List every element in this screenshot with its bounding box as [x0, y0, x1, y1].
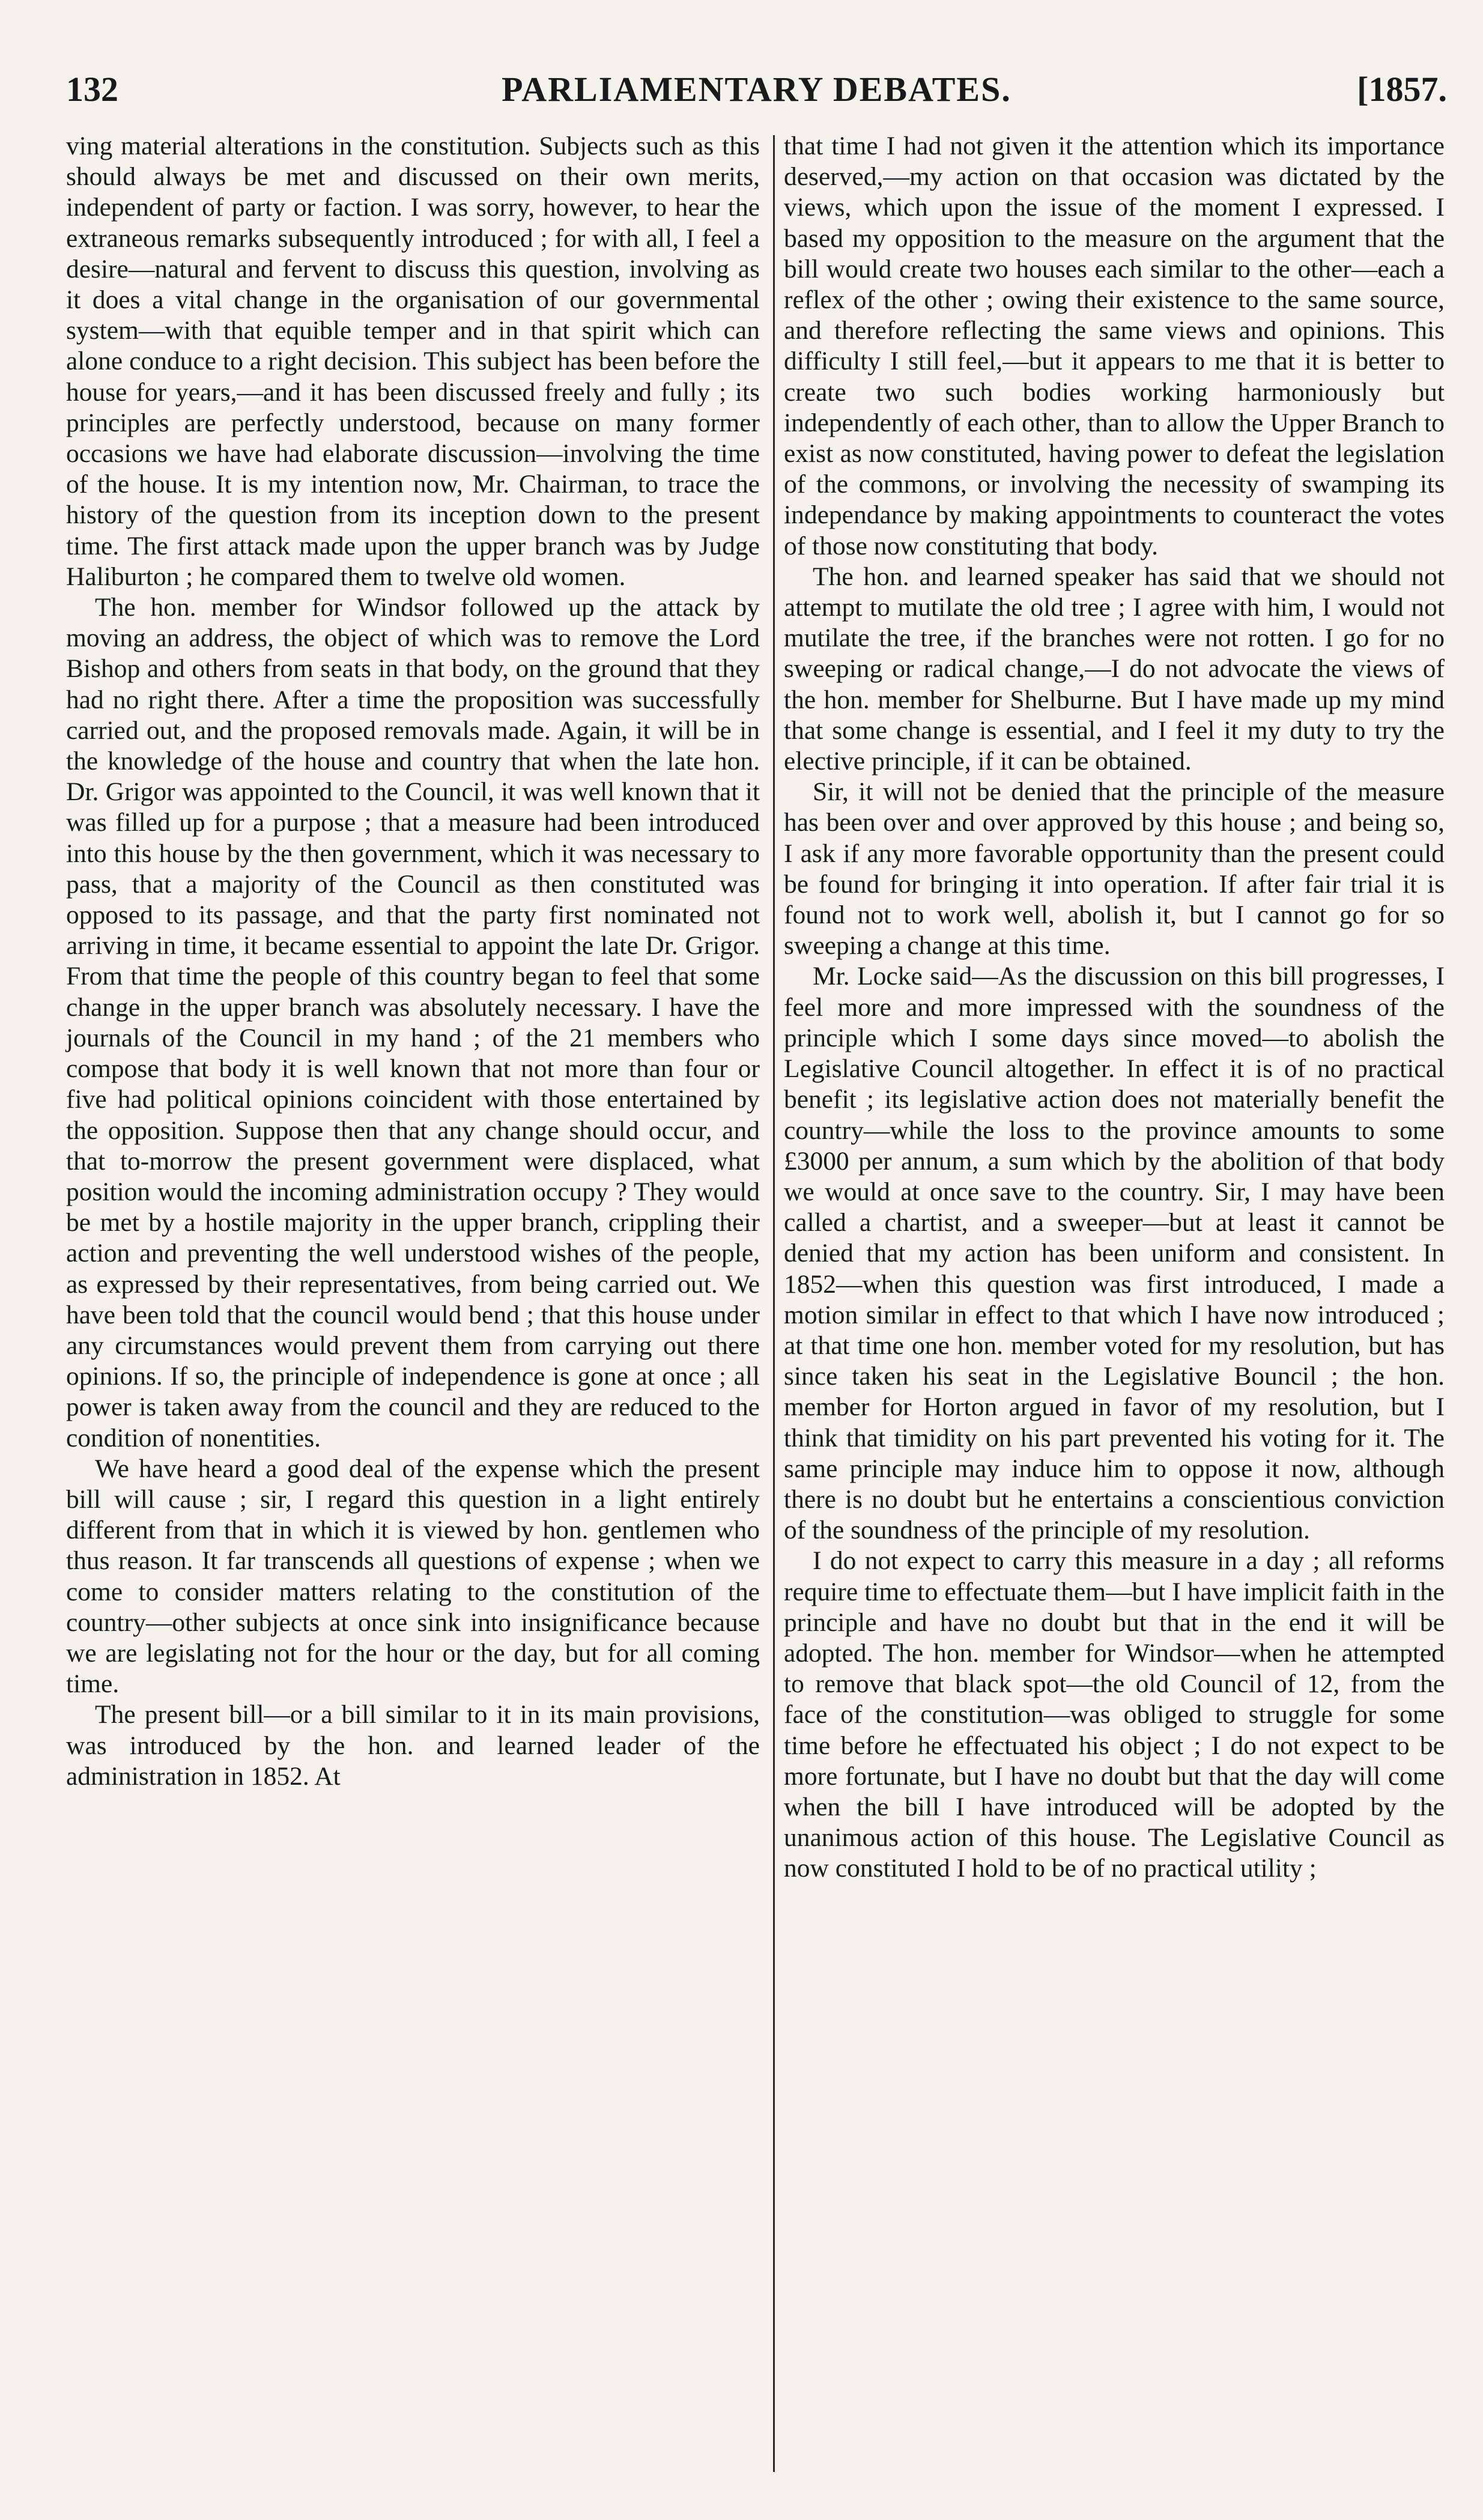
- right-paragraph-2: The hon. and learned speaker has said that we should not attempt to mutilate the old tree ; I agree with him, I would not mutilate the tree, if the branches were not rotten. I go for no sweeping or radical change,—I do not advocate the views of the hon. member for Shelburne. But I have made up my mind that some change is essential, and I feel it my duty to try the elective principle, if it can be obtained.: [784, 562, 1445, 776]
- left-column: [66, 131, 760, 1792]
- right-paragraph-4: Mr. Locke said—As the discussion on this bill progresses, I feel more and more impressed with the soundness of the principle which I some days since moved—to abolish the Legislative Council altogether. In effect it is of no practical benefit ; its legislative action does not materially benefit the country—while the loss to the province amounts to some £3000 per annum, a sum which by the abolition of that body we would at once save to the country. Sir, I may have been called a chartist, and a sweeper—but at least it cannot be denied that my action has been uniform and consistent. In 1852—when this question was first introduced, I made a motion similar in effect to that which I have now introduced ; at that time one hon. member voted for my resolution, but has since taken his seat in the Legislative Bouncil ; the hon. member for Horton argued in favor of my resolution, but I think that timidity on his part prevented his voting for it. The same principle may induce him to oppose it now, although there is no doubt but he entertains a conscientious conviction of the soundness of the principle of my resolution.: [784, 962, 1445, 1545]
- running-title: PARLIAMENTARY DEBATES.: [502, 70, 1011, 109]
- year-label: [1857.: [1357, 70, 1447, 109]
- left-paragraph-3: We have heard a good deal of the expense which the present bill will cause ; sir, I regard this question in a light entirely different from that in which it is viewed by hon. gentlemen who thus reason. It far transcends all questions of expense ; when we come to consider matters relating to the constitution of the country—other subjects at once sink into insignificance because we are legislating not for the hour or the day, but for all coming time.: [66, 1454, 760, 1699]
- right-paragraph-3: Sir, it will not be denied that the principle of the measure has been over and over approved by this house ; and being so, I ask if any more favorable opportunity than the present could be found for bringing it into operation. If after fair trial it is found not to work well, abolish it, but I cannot go for so sweeping a change at this time.: [784, 777, 1445, 961]
- right-column: [784, 131, 1445, 1884]
- right-paragraph-1: that time I had not given it the attention which its importance deserved,—my action on that occasion was dictated by the views, which upon the issue of the moment I expressed. I based my opposition to the measure on the argument that the bill would create two houses each similar to the other—each a reflex of the other ; owing their existence to the same source, and therefore reflecting the same views and opinions. This difficulty I still feel,—but it appears to me that it is better to create two such bodies working harmoniously but independently of each other, than to allow the Upper Branch to exist as now constituted, having power to defeat the legislation of the commons, or involving the necessity of swamping its independance by making appointments to counteract the votes of those now constituting that body.: [784, 132, 1445, 560]
- right-paragraph-5: I do not expect to carry this measure in a day ; all reforms require time to effectuate them—but I have implicit faith in the principle and have no doubt but that in the end it will be adopted. The hon. member for Windsor—when he attempted to remove that black spot—the old Council of 12, from the face of the constitution—was obliged to struggle for some time before he effectuated his object ; I do not expect to be more fortunate, but I have no doubt but that the day will come when the bill I have introduced will be adopted by the unanimous action of this house. The Legislative Council as now constituted I hold to be of no practical utility ;: [784, 1546, 1445, 1883]
- left-paragraph-2: The hon. member for Windsor followed up the attack by moving an address, the object of which was to remove the Lord Bishop and others from seats in that body, on the ground that they had no right there. After a time the proposition was successfully carried out, and the proposed removals made. Again, it will be in the knowledge of the house and country that when the late hon. Dr. Grigor was appointed to the Council, it was well known that it was filled up for a purpose ; that a measure had been introduced into this house by the then government, which it was necessary to pass, that a majority of the Council as then constituted was opposed to its passage, and that the party first nominated not arriving in time, it became essential to appoint the late Dr. Grigor. From that time the people of this country began to feel that some change in the upper branch was absolutely necessary. I have the journals of the Council in my hand ; of the 21 members who compose that body it is well known that not more than four or five had political opinions coincident with those entertained by the opposition. Suppose then that any change should occur, and that to-morrow the present government were displaced, what position would the incoming administration occupy ? They would be met by a hostile majority in the upper branch, crippling their action and preventing the well understood wishes of the people, as expressed by their representatives, from being carried out. We have been told that the council would bend ; that this house under any circumstances would prevent them from carrying out there opinions. If so, the principle of independence is gone at once ; all power is taken away from the council and they are reduced to the condition of nonentities.: [66, 593, 760, 1453]
- page-number: 132: [66, 70, 118, 109]
- left-paragraph-4: The present bill—or a bill similar to it in its main provisions, was introduced by the hon. and learned leader of the administration in 1852. At: [66, 1700, 760, 1791]
- left-paragraph-1: ving material alterations in the constitution. Subjects such as this should always be met and discussed on their own merits, independent of party or faction. I was sorry, however, to hear the extraneous remarks subsequently introduced ; for with all, I feel a desire—natural and fervent to discuss this question, involving as it does a vital change in the organisation of our governmental system—with that equible temper and in that spirit which can alone conduce to a right decision. This subject has been before the house for years,—and it has been discussed freely and fully ; its principles are perfectly understood, because on many former occasions we have had elaborate discussion—involving the time of the house. It is my intention now, Mr. Chairman, to trace the history of the question from its inception down to the present time. The first attack made upon the upper branch was by Judge Haliburton ; he compared them to twelve old women.: [66, 132, 760, 591]
- page-header: [66, 63, 1447, 117]
- column-divider: [773, 135, 775, 2472]
